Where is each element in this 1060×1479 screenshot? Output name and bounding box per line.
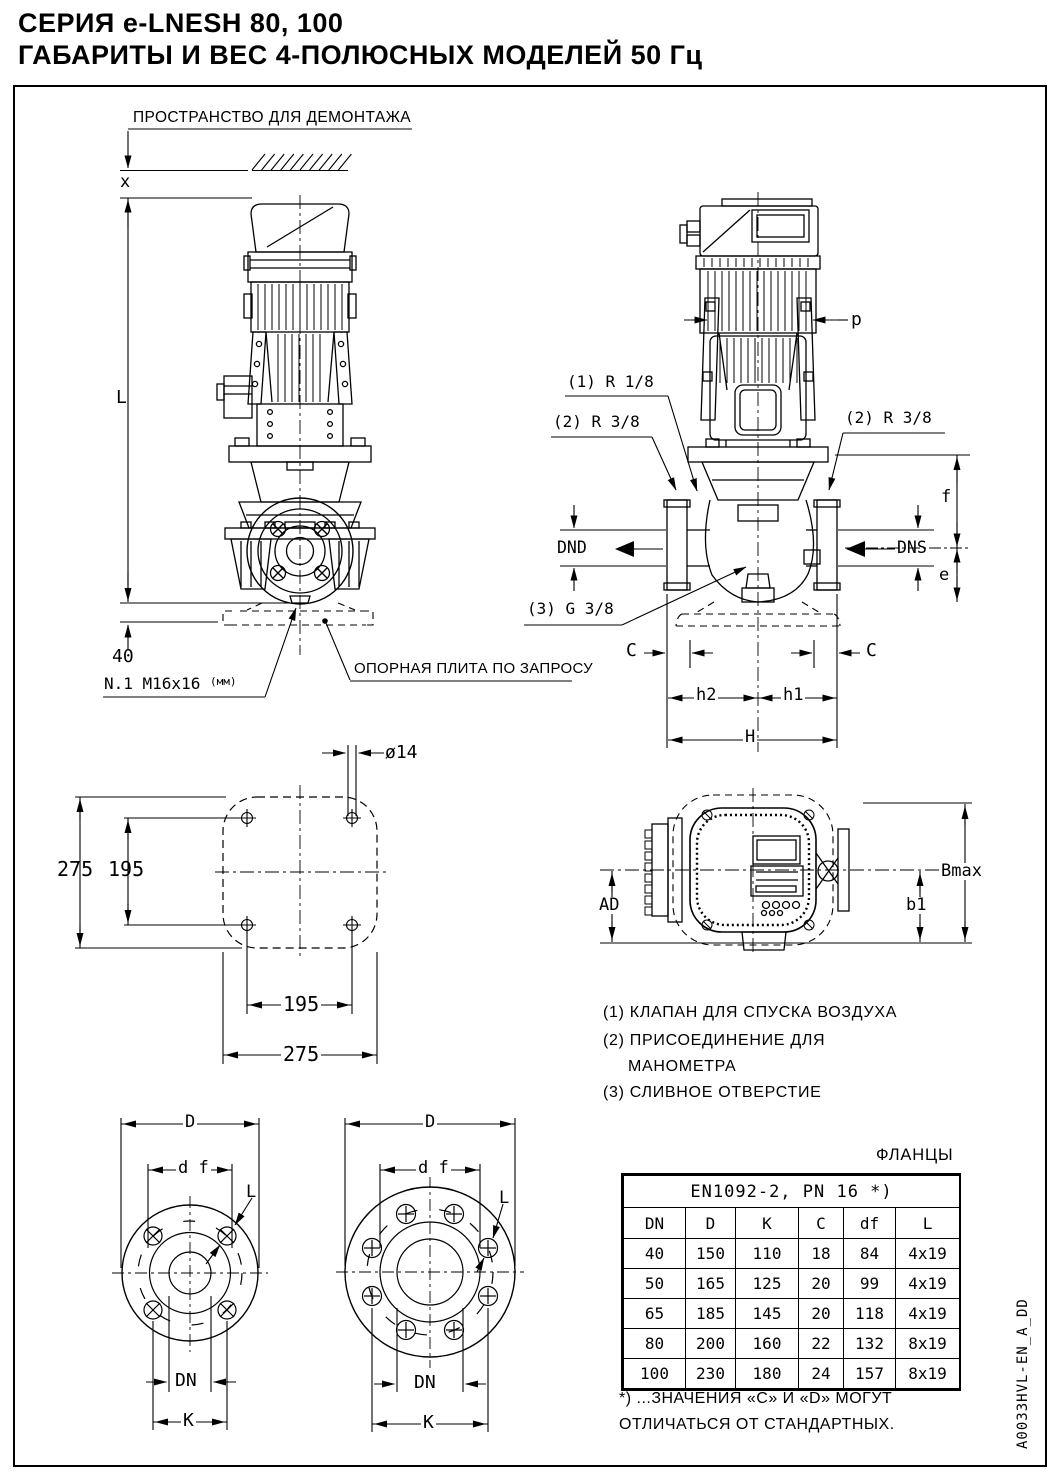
- table-col-header-d: D: [686, 1208, 736, 1239]
- anchor-holes: [238, 809, 361, 934]
- table-footnote-line2: ОТЛИЧАТЬСЯ ОТ СТАНДАРТНЫХ.: [619, 1416, 895, 1433]
- dim-c-left-label: C: [626, 640, 637, 661]
- table-cell: 200: [686, 1329, 736, 1359]
- dim-e-label: e: [939, 565, 950, 585]
- dim-h2-label: h2: [696, 685, 717, 705]
- table-cell: 20: [799, 1299, 844, 1329]
- dim-ad-label: AD: [599, 895, 620, 915]
- table-cell: 4x19: [896, 1299, 960, 1329]
- table-cell: 80: [624, 1329, 686, 1359]
- note-1: (1) КЛАПАН ДЛЯ СПУСКА ВОЗДУХА: [603, 1004, 898, 1021]
- callout-2-left-label: (2) R 3/8: [553, 412, 640, 431]
- flange8-dim-d-label: D: [425, 1112, 436, 1132]
- dim-dns-label: DNS: [897, 538, 927, 557]
- front-view-pump: [217, 195, 375, 655]
- flange4-dim-k-label: K: [183, 1410, 194, 1431]
- table-cell: 84: [844, 1239, 896, 1269]
- table-cell: 22: [799, 1329, 844, 1359]
- hole-dia-label: ø14: [385, 742, 418, 763]
- dim-x-label: x: [120, 172, 131, 192]
- table-cell: 230: [686, 1359, 736, 1389]
- dim-h-label: H: [745, 727, 756, 747]
- table-footnote-line1: *) ...ЗНАЧЕНИЯ «C» И «D» МОГУТ: [619, 1390, 893, 1407]
- table-cell: 100: [624, 1359, 686, 1389]
- top-view-flange-teeth: [645, 830, 652, 915]
- table-cell: 4x19: [896, 1239, 960, 1269]
- dim-275h-label: 275: [283, 1042, 320, 1066]
- note-2-line1: (2) ПРИСОЕДИНЕНИЕ ДЛЯ: [603, 1032, 826, 1049]
- flange4-dim-dn-label: DN: [175, 1370, 197, 1391]
- flange8-dim-k-label: K: [423, 1412, 434, 1433]
- dim-h1-label: h1: [783, 685, 804, 705]
- dim-bmax-label: Bmax: [941, 861, 982, 881]
- dim-f-label: f: [941, 487, 952, 507]
- front-base-plate: [223, 603, 373, 625]
- anchor-note-unit: (мм): [209, 675, 237, 688]
- table-col-header-k: K: [736, 1208, 799, 1239]
- table-cell: 24: [799, 1359, 844, 1389]
- plate-note-label: ОПОРНАЯ ПЛИТА ПО ЗАПРОСУ: [354, 660, 593, 677]
- flange8-dim-dn-label: DN: [414, 1372, 436, 1393]
- table-cell: 110: [736, 1239, 799, 1269]
- table-col-header-l: L: [896, 1208, 960, 1239]
- table-col-header-df: df: [844, 1208, 896, 1239]
- table-cell: 18: [799, 1239, 844, 1269]
- table-cell: 8x19: [896, 1329, 960, 1359]
- table-cell: 145: [736, 1299, 799, 1329]
- note-2-line2: МАНОМЕТРА: [628, 1058, 737, 1075]
- table-cell: 180: [736, 1359, 799, 1389]
- dim-40-label: 40: [112, 646, 134, 667]
- table-cell: 40: [624, 1239, 686, 1269]
- page-title-line2: ГАБАРИТЫ И ВЕС 4-ПОЛЮСНЫХ МОДЕЛЕЙ 50 Гц: [18, 40, 703, 70]
- dim-195h-label: 195: [283, 992, 320, 1016]
- table-cell: 99: [844, 1269, 896, 1299]
- anchor-note-label: [104, 676, 236, 692]
- table-cell: 8x19: [896, 1359, 960, 1389]
- dim-275v-label: 275: [57, 857, 94, 881]
- table-cell: 50: [624, 1269, 686, 1299]
- table-col-header-c: C: [799, 1208, 844, 1239]
- clearance-label: ПРОСТРАНСТВО ДЛЯ ДЕМОНТАЖА: [133, 109, 412, 126]
- table-caption: EN1092-2, PN 16 *): [624, 1176, 960, 1208]
- document-code: A0033HVL-EN_A_DD: [1015, 1298, 1031, 1449]
- table-cell: 125: [736, 1269, 799, 1299]
- dim-l-label: L: [116, 387, 127, 408]
- table-cell: 165: [686, 1269, 736, 1299]
- top-view-pump: [600, 788, 972, 954]
- flange8-dim-df-label: d f: [418, 1158, 449, 1178]
- ceiling-hatch: [252, 154, 351, 170]
- dim-dnd-label: DND: [557, 538, 587, 557]
- flange-dimensions-table: [623, 1175, 959, 1389]
- table-cell: 65: [624, 1299, 686, 1329]
- dim-p-label: p: [851, 309, 862, 330]
- callout-2-right-label: (2) R 3/8: [845, 408, 932, 427]
- table-row: [624, 1299, 960, 1329]
- flange4-dim-df-label: d f: [178, 1158, 209, 1178]
- table-row: [624, 1269, 960, 1299]
- flange4-dim-l-label: L: [246, 1182, 257, 1202]
- table-cell: 150: [686, 1239, 736, 1269]
- flange8-dim-l-label: L: [499, 1188, 510, 1208]
- note-3: (3) СЛИВНОЕ ОТВЕРСТИЕ: [603, 1084, 822, 1101]
- table-cell: 160: [736, 1329, 799, 1359]
- table-cell: 20: [799, 1269, 844, 1299]
- table-col-header-dn: DN: [624, 1208, 686, 1239]
- table-row: [624, 1329, 960, 1359]
- callout-1-label: (1) R 1/8: [567, 372, 654, 391]
- front-view-dimensions: [103, 129, 572, 697]
- flange4-dim-d-label: D: [185, 1112, 196, 1132]
- anchor-note-text: N.1 M16x16: [104, 674, 201, 693]
- table-row: [624, 1239, 960, 1269]
- table-cell: 157: [844, 1359, 896, 1389]
- table-cell: 185: [686, 1299, 736, 1329]
- table-cell: 118: [844, 1299, 896, 1329]
- dim-c-right-label: C: [866, 640, 877, 661]
- callout-3-label: (3) G 3/8: [527, 599, 614, 618]
- table-cell: 132: [844, 1329, 896, 1359]
- table-row: [624, 1359, 960, 1389]
- dim-b1-label: b1: [906, 895, 927, 915]
- page-title-line1: СЕРИЯ e-LNESH 80, 100: [18, 8, 344, 38]
- table-cell: 4x19: [896, 1269, 960, 1299]
- flanges-section-title: ФЛАНЦЫ: [876, 1146, 954, 1164]
- base-plate-view: [75, 745, 388, 1064]
- dim-195v-label: 195: [108, 857, 145, 881]
